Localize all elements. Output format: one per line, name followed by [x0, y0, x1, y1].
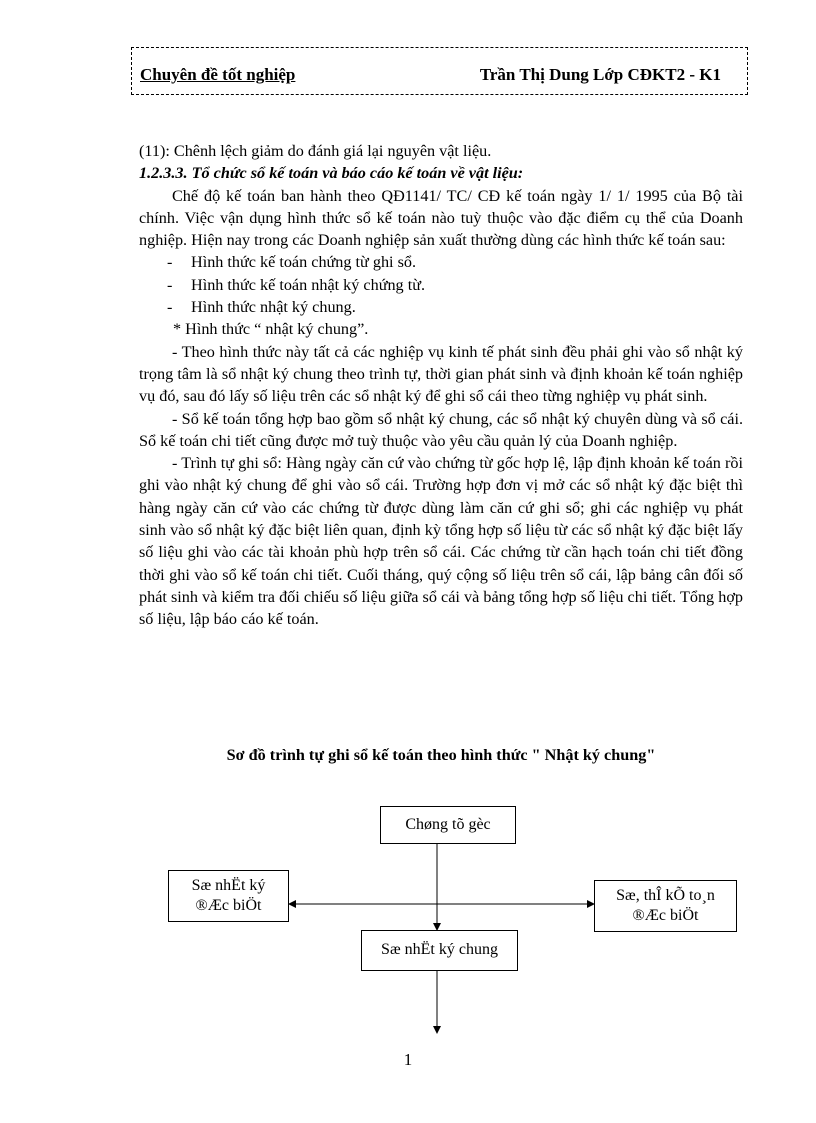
- box-source-label: Chøng tõ gèc: [405, 816, 491, 833]
- paragraph-description: - Theo hình thức này tất cả các nghiệp vụ kinh tế phát sinh đều phải ghi vào sổ nhật ký trọng tâm là sổ nhật ký chung theo trình tự, thời gian phát sinh và định khoản kế toán nghiệp vụ đó, sau đó lấy số liệu trên các sổ nhật ký để ghi sổ cái theo từng nghiệp vụ phát sinh.: [139, 342, 743, 406]
- line-item-11: (11): Chênh lệch giảm do đánh giá lại nguyên vật liệu.: [139, 142, 492, 160]
- bullet-text: Hình thức nhật ký chung.: [191, 298, 356, 317]
- box-special-line1: Sæ nhËt ký: [191, 877, 266, 894]
- paragraph-intro: Chế độ kế toán ban hành theo QĐ1141/ TC/ CĐ kế toán ngày 1/ 1/ 1995 của Bộ tài chính. Việc vận dụng hình thức sổ kế toán nào tuỳ thuộc vào đặc điểm cụ thể của Doanh nghiệp. Hiện nay trong các Doanh nghiệp sản xuất thường dùng các hình thức kế toán sau:: [139, 186, 743, 250]
- paragraph-procedure: - Trình tự ghi sổ: Hàng ngày căn cứ vào chứng từ gốc hợp lệ, lập định khoản kế toán rồi ghi vào nhật ký chung để ghi vào sổ cái. Trường hợp đơn vị mở các sổ nhật ký đặc biệt thì hàng ngày căn cứ vào các chứng từ được dùng làm căn cứ ghi sổ; ghi các nghiệp vụ phát sinh vào sổ nhật ký đặc biệt liên quan, định kỳ tổng hợp số liệu từ các sổ nhật ký đặc biệt lấy số liệu ghi vào các tài khoản phù hợp trên sổ cái. Các chứng từ cần hạch toán chi tiết đồng thời ghi vào sổ kế toán chi tiết. Cuối tháng, quý cộng số liệu trên sổ cái, lập bảng cân đối số phát sinh và kiểm tra đối chiếu số liệu giữa sổ cái và bảng tổng hợp số liệu chi tiết. Tổng hợp số liệu, lập báo cáo kế toán.: [139, 454, 743, 629]
- bullet-marker: -: [167, 253, 173, 272]
- bullet-marker: -: [167, 298, 173, 317]
- box-general-journal: [361, 930, 518, 971]
- bullet-text: Hình thức kế toán chứng từ ghi sổ.: [191, 253, 417, 272]
- diagram-title: Sơ đồ trình tự ghi sổ kế toán theo hình thức " Nhật ký chung": [226, 746, 656, 764]
- page-number: 1: [403, 1050, 413, 1069]
- box-general-label: Sæ nhËt ký chung: [381, 941, 498, 958]
- header-document-type: Chuyên đề tốt nghiệp: [140, 65, 296, 84]
- bullet-marker: -: [167, 275, 173, 294]
- box-special-journal: [168, 870, 289, 922]
- box-detail-books: [594, 880, 737, 932]
- box-detail-line2: ®Æc biÖt: [632, 907, 699, 924]
- section-subheading: 1.2.3.3. Tổ chức sổ kế toán và báo cáo kế toán về vật liệu:: [139, 164, 524, 183]
- box-detail-line1: Sæ, thÎ kÕ to¸n: [616, 887, 715, 904]
- header-author-class: Trần Thị Dung Lớp CĐKT2 - K1: [479, 65, 721, 84]
- box-special-line2: ®Æc biÖt: [195, 897, 262, 914]
- paragraph-books: - Sổ kế toán tổng hợp bao gồm sổ nhật ký chung, các sổ nhật ký chuyên dùng và sổ cái. Sổ kế toán chi tiết cũng được mở tuỳ thuộc vào yêu cầu quản lý của Doanh nghiệp.: [139, 409, 743, 450]
- star-line: * Hình thức “ nhật ký chung”.: [173, 320, 369, 339]
- bullet-text: Hình thức kế toán nhật ký chứng từ.: [191, 275, 426, 294]
- box-source-documents: [380, 806, 516, 844]
